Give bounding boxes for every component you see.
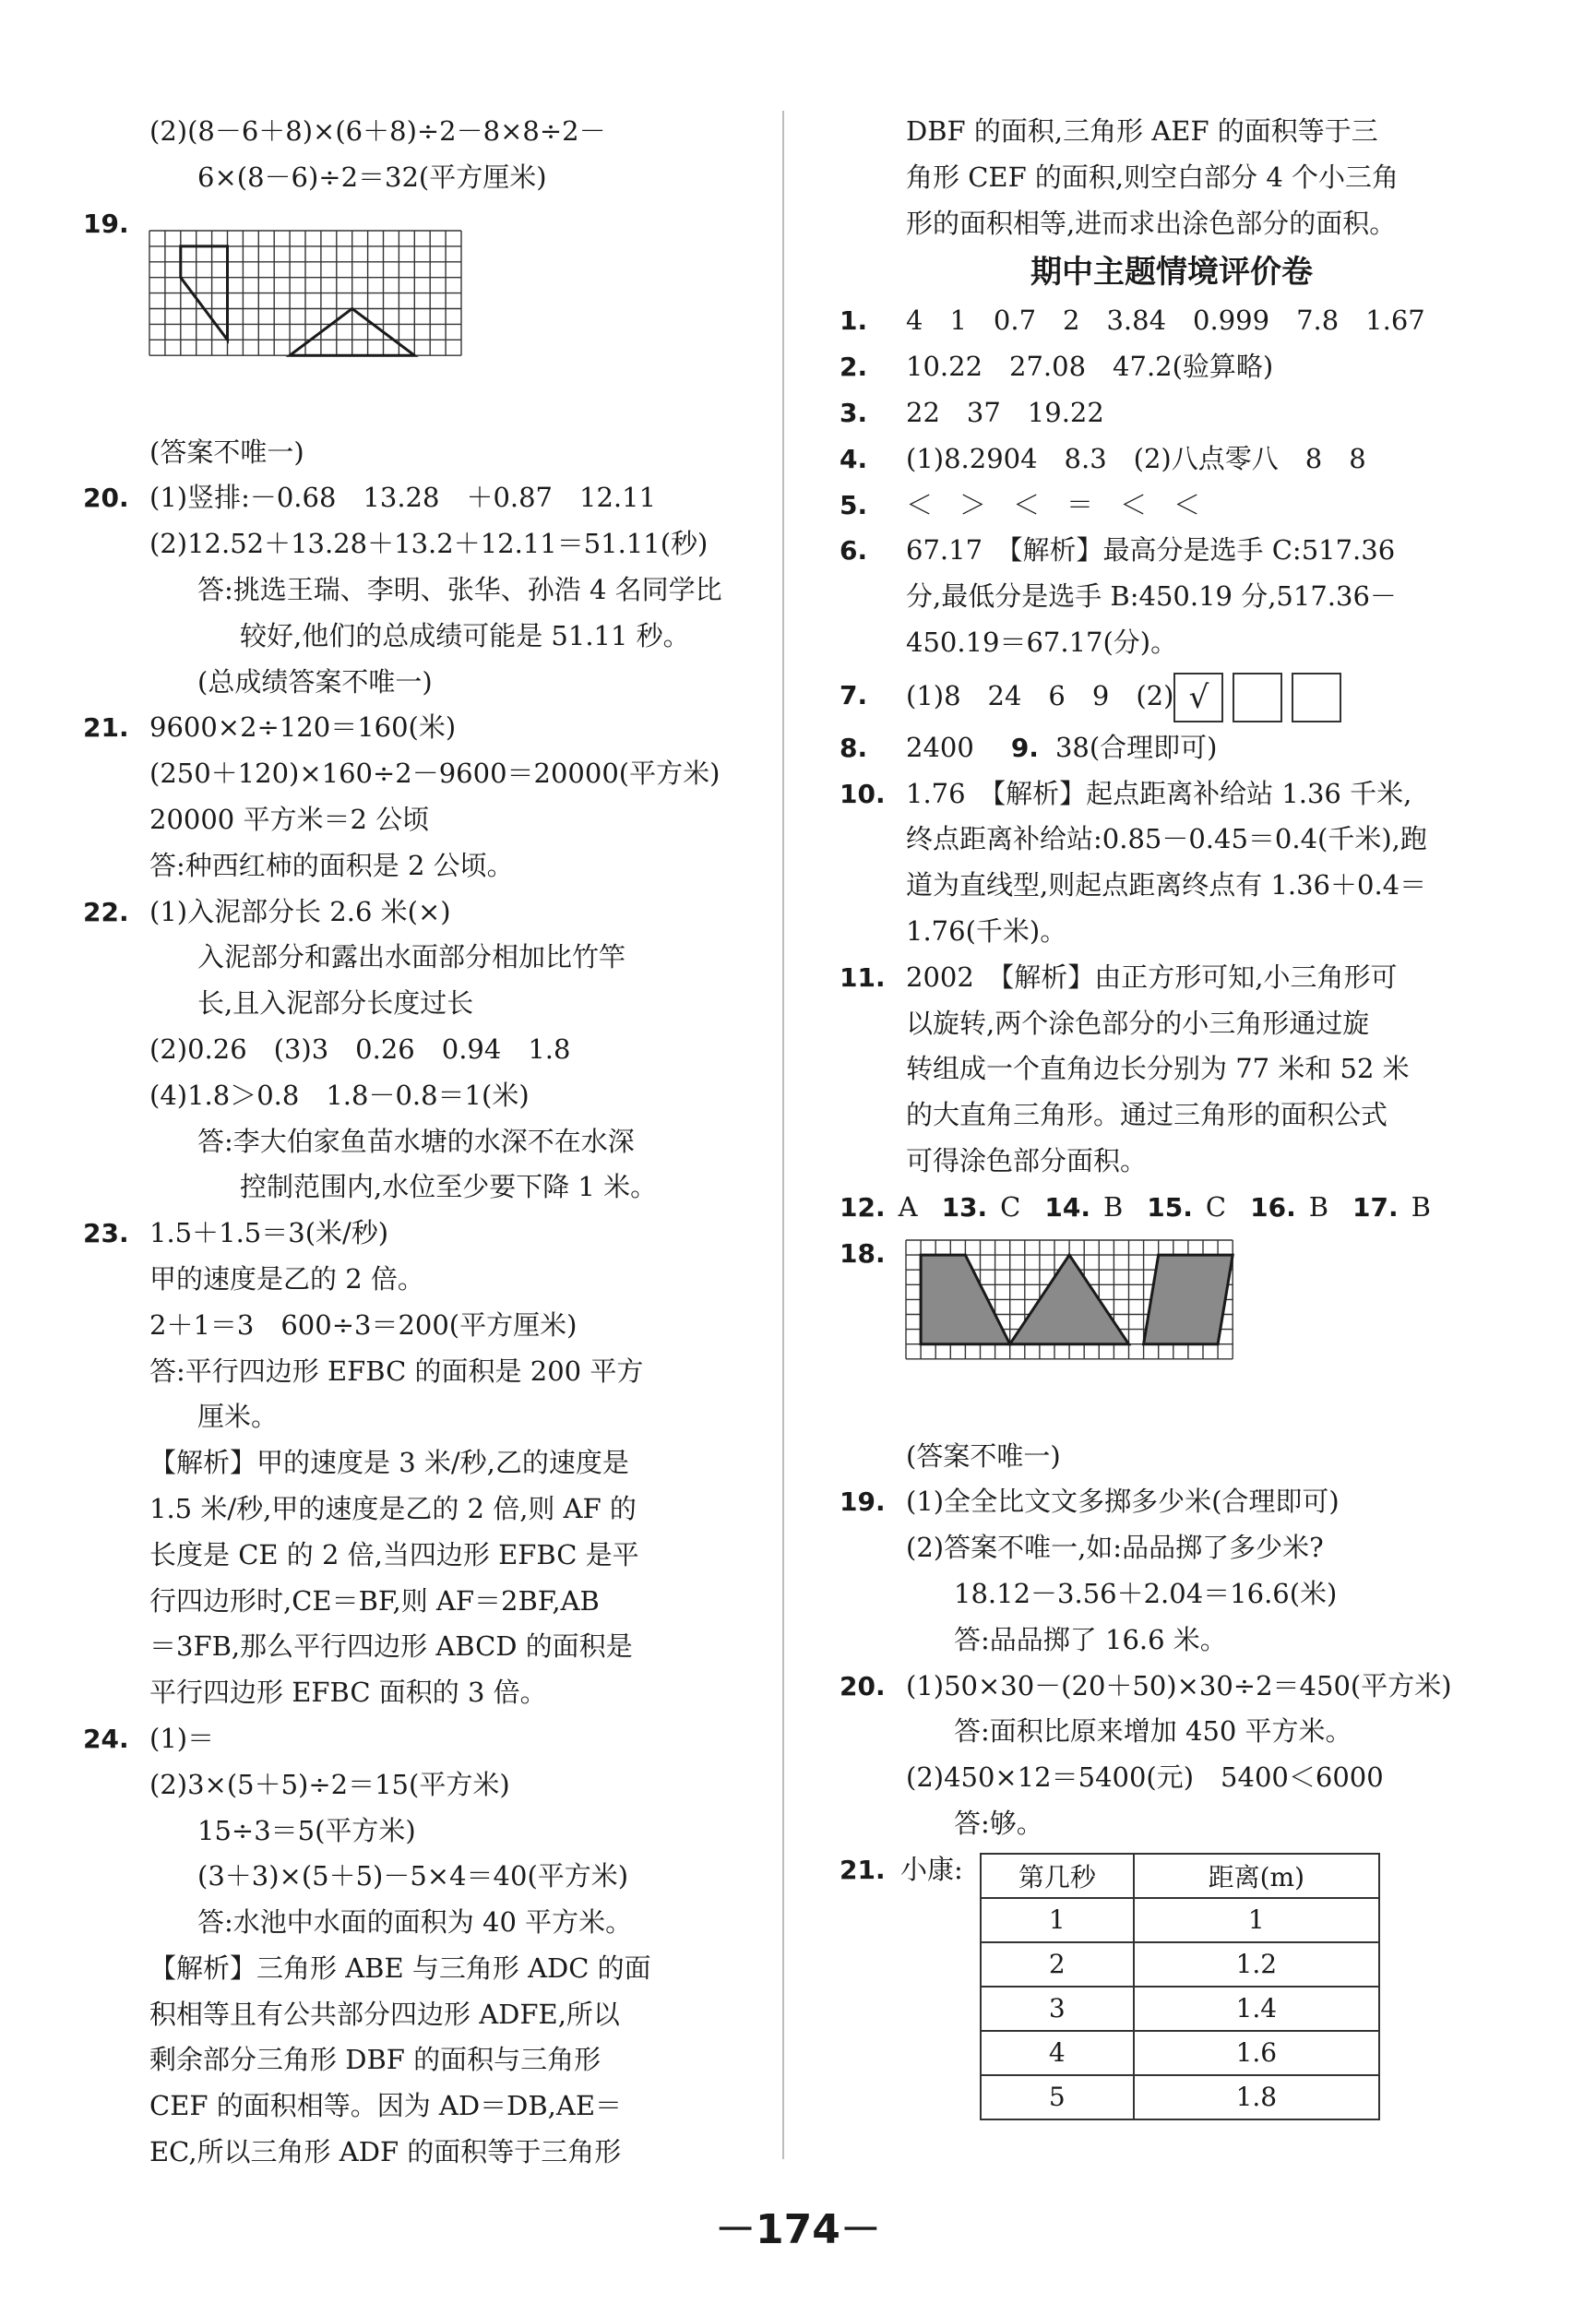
answer-line	[83, 1579, 747, 1625]
question-number: 21.	[840, 1854, 886, 1885]
question-number: 14.	[1044, 1191, 1090, 1223]
question-number: 22.	[83, 896, 129, 927]
answer-text: EC,所以三角形 ADF 的面积等于三角形	[149, 2136, 622, 2168]
answer-text: DBF 的面积,三角形 AEF 的面积等于三	[906, 115, 1378, 147]
answer-line	[83, 935, 747, 981]
question-number: 23.	[83, 1218, 129, 1249]
answer-text: 22 37 19.22	[906, 396, 1104, 428]
answer-text: 4 1 0.7 2 3.84 0.999 7.8 1.67	[906, 304, 1425, 337]
answer-line	[83, 1257, 747, 1303]
answer-line	[83, 1533, 747, 1579]
answer-text: (1)8 24 6 9 (2)	[906, 679, 1174, 711]
question-number: 5.	[840, 489, 868, 520]
question-number: 20.	[83, 483, 129, 514]
table-cell: 5	[981, 2075, 1134, 2119]
answer-checkbox	[1233, 673, 1282, 722]
answer-text: 答:李大伯家鱼苗水塘的水深不在水深	[197, 1125, 635, 1157]
answer-text: 答:种西红柿的面积是 2 公顷。	[149, 849, 514, 881]
answer-line	[83, 843, 747, 889]
figure-row	[83, 201, 747, 430]
table-row	[981, 2075, 1379, 2119]
answer-text: 以旋转,两个涂色部分的小三角形通过旋	[906, 1007, 1370, 1039]
answer-line	[840, 1046, 1504, 1092]
answer-line	[840, 298, 1504, 344]
answer-text: 分,最低分是选手 B:450.19 分,517.36－	[906, 580, 1397, 613]
answer-line	[840, 1092, 1504, 1139]
answer-text: 18.12－3.56＋2.04＝16.6(米)	[954, 1577, 1338, 1609]
answer-line	[840, 574, 1504, 620]
answer-text: (1)8.2904 8.3 (2)八点零八 8 8	[906, 442, 1366, 474]
answer-line	[840, 725, 1504, 771]
answer-text: 厘米。	[197, 1401, 279, 1433]
answer-line	[840, 771, 1504, 818]
answer-line	[840, 528, 1504, 574]
answer-text: (2)答案不唯一,如:品品掷了多少米?	[906, 1532, 1324, 1564]
answer-line	[840, 666, 1504, 725]
table-cell: 1.6	[1134, 2031, 1379, 2075]
answer-line	[840, 1801, 1504, 1847]
answer-text: 转组成一个直角边长分别为 77 米和 52 米	[906, 1053, 1410, 1085]
figure-row	[840, 1231, 1504, 1434]
choice-answer: B	[1308, 1190, 1329, 1223]
answer-line	[840, 1479, 1504, 1525]
answer-line	[840, 1618, 1504, 1664]
answer-line	[83, 1854, 747, 1900]
answer-text: 答:面积比原来增加 450 平方米。	[954, 1715, 1352, 1748]
answer-text: 【解析】三角形 ABE 与三角形 ADC 的面	[149, 1952, 651, 1984]
answer-line	[840, 1001, 1504, 1047]
answer-text: 答:品品掷了 16.6 米。	[954, 1623, 1227, 1655]
answer-text: (答案不唯一)	[906, 1439, 1061, 1472]
choice-answer: B	[1411, 1190, 1431, 1223]
answer-text: (4)1.8＞0.8 1.8－0.8＝1(米)	[149, 1079, 530, 1111]
answer-text: CEF 的面积相等。因为 AD＝DB,AE＝	[149, 2090, 623, 2122]
question-number: 12.	[840, 1191, 886, 1223]
left-column	[83, 109, 747, 2176]
answer-text: 甲的速度是乙的 2 倍。	[149, 1262, 424, 1295]
answer-line	[840, 201, 1504, 247]
answer-text: 2＋1＝3 600÷3＝200(平方厘米)	[149, 1308, 578, 1341]
table-header-row	[981, 1854, 1379, 1898]
answer-text: 450.19＝67.17(分)。	[906, 626, 1178, 658]
answer-line	[840, 1664, 1504, 1710]
right-column	[840, 109, 1504, 2124]
answer-line	[83, 521, 747, 567]
question-number: 9.	[1010, 732, 1039, 763]
column-divider	[782, 111, 784, 2159]
answer-text: (总成绩答案不唯一)	[197, 665, 433, 698]
answer-line	[840, 955, 1504, 1001]
question-number: 16.	[1250, 1191, 1296, 1223]
answer-line	[840, 1525, 1504, 1571]
answer-text: 角形 CEF 的面积,则空白部分 4 个小三角	[906, 161, 1399, 193]
question-number: 4.	[840, 443, 868, 474]
answer-text: 38(合理即可)	[1054, 731, 1218, 763]
multiple-choice-row	[840, 1185, 1504, 1231]
answer-text: 答:水池中水面的面积为 40 平方米。	[197, 1906, 633, 1939]
question-number: 13.	[941, 1191, 988, 1223]
answer-line	[83, 797, 747, 843]
question-number: 7.	[840, 679, 868, 710]
answer-line	[840, 1434, 1504, 1480]
table-row	[981, 1942, 1379, 1987]
answer-line	[83, 1394, 747, 1440]
question-number: 24.	[83, 1723, 129, 1754]
answer-line	[840, 390, 1504, 436]
answer-text: 2400	[906, 731, 974, 763]
answer-line	[840, 620, 1504, 666]
answer-line	[83, 1027, 747, 1073]
page-number: －174－	[715, 2206, 881, 2253]
answer-line	[83, 1900, 747, 1946]
answer-text: 20000 平方米＝2 公顷	[149, 803, 430, 835]
answer-text: 控制范围内,水位至少要下降 1 米。	[240, 1171, 658, 1203]
answer-line	[83, 1762, 747, 1809]
answer-line	[83, 2037, 747, 2083]
answer-line	[840, 817, 1504, 863]
answer-text: 剩余部分三角形 DBF 的面积与三角形	[149, 2044, 601, 2076]
table-header-cell: 第几秒	[981, 1854, 1134, 1898]
question-number: 20.	[840, 1670, 886, 1701]
answer-line	[83, 1349, 747, 1395]
answer-text: 行四边形时,CE＝BF,则 AF＝2BF,AB	[149, 1584, 600, 1617]
answer-line	[83, 705, 747, 751]
table-row	[981, 1987, 1379, 2031]
question-number: 3.	[840, 397, 868, 428]
table-cell: 1	[1134, 1898, 1379, 1942]
answer-text: 积相等且有公共部分四边形 ADFE,所以	[149, 1998, 620, 2030]
answer-line	[83, 1716, 747, 1762]
answer-text: 1.76(千米)。	[906, 914, 1067, 947]
question-number: 11.	[840, 961, 886, 993]
table-cell: 2	[981, 1942, 1134, 1987]
figure-row	[840, 1847, 1504, 2124]
answer-text: 2002 【解析】由正方形可知,小三角形可	[906, 961, 1398, 993]
section-heading: 期中主题情境评价卷	[1030, 254, 1313, 292]
answer-line	[83, 1624, 747, 1670]
answer-line	[840, 436, 1504, 483]
question-number: 1.	[840, 305, 868, 337]
answer-line	[840, 1709, 1504, 1755]
answer-line	[840, 155, 1504, 201]
answer-line	[840, 1571, 1504, 1618]
answer-line	[83, 2130, 747, 2176]
answer-text: (1)全全比文文多掷多少米(合理即可)	[906, 1486, 1340, 1518]
question-number: 21.	[83, 712, 129, 744]
answer-text: 15÷3＝5(平方米)	[197, 1814, 416, 1846]
answer-line	[840, 483, 1504, 529]
answer-text: 的大直角三角形。通过三角形的面积公式	[906, 1099, 1388, 1131]
answer-text: 67.17 【解析】最高分是选手 C:517.36	[906, 534, 1396, 567]
answer-line	[83, 1992, 747, 2038]
question-number: 10.	[840, 778, 886, 809]
answer-checkbox	[1292, 673, 1341, 722]
answer-text: 【解析】甲的速度是 3 米/秒,乙的速度是	[149, 1447, 629, 1479]
answer-line	[840, 1139, 1504, 1185]
question-number: 17.	[1352, 1191, 1399, 1223]
answer-line	[83, 1211, 747, 1257]
answer-line	[83, 1164, 747, 1211]
answer-line	[840, 909, 1504, 955]
table-cell: 1	[981, 1898, 1134, 1942]
answer-text: 1.76 【解析】起点距离补给站 1.36 千米,	[906, 777, 1412, 809]
answer-line	[83, 1809, 747, 1855]
choice-answer: C	[1000, 1190, 1021, 1223]
answer-text: (2)0.26 (3)3 0.26 0.94 1.8	[149, 1033, 571, 1065]
answer-text: 6×(8－6)÷2＝32(平方厘米)	[197, 161, 547, 193]
answer-line	[83, 1946, 747, 1992]
answer-line	[83, 660, 747, 706]
question-number: 8.	[840, 732, 868, 763]
grid-figure-q18	[840, 1231, 1238, 1365]
answer-text: 9600×2÷120＝160(米)	[149, 711, 457, 744]
answer-text: 长,且入泥部分长度过长	[197, 987, 474, 1020]
answer-text: (1)＝	[149, 1722, 215, 1754]
answer-line	[83, 1119, 747, 1165]
table-cell: 1.2	[1134, 1942, 1379, 1987]
table-label: 小康:	[900, 1853, 963, 1885]
answer-line	[83, 2083, 747, 2130]
answer-text: (1)入泥部分长 2.6 米(×)	[149, 895, 451, 927]
answer-line	[83, 981, 747, 1027]
question-number: 19.	[83, 208, 129, 239]
question-number: 15.	[1147, 1191, 1193, 1223]
answer-text: ＝3FB,那么平行四边形 ABCD 的面积是	[149, 1630, 633, 1663]
answer-checkbox: √	[1173, 673, 1223, 722]
answer-line	[840, 1755, 1504, 1801]
answer-text: 答:挑选王瑞、李明、张华、孙浩 4 名同学比	[197, 573, 722, 605]
question-number: 6.	[840, 535, 868, 567]
answer-line	[840, 344, 1504, 390]
table-cell: 1.4	[1134, 1987, 1379, 2031]
answer-line	[840, 863, 1504, 909]
answer-text: 答:够。	[954, 1807, 1043, 1839]
answer-text: 1.5 米/秒,甲的速度是乙的 2 倍,则 AF 的	[149, 1492, 637, 1524]
answer-text: 10.22 27.08 47.2(验算略)	[906, 351, 1274, 383]
choice-answer: C	[1205, 1190, 1227, 1223]
answer-text: 道为直线型,则起点距离终点有 1.36＋0.4＝	[906, 869, 1427, 901]
answer-text: 可得涂色部分面积。	[906, 1144, 1148, 1176]
answer-line	[83, 430, 747, 476]
answer-text: 1.5＋1.5＝3(米/秒)	[149, 1217, 389, 1249]
answer-text: 形的面积相等,进而求出涂色部分的面积。	[906, 207, 1397, 239]
table-row	[981, 2031, 1379, 2075]
answer-line	[840, 109, 1504, 155]
answer-line	[83, 614, 747, 660]
answer-line	[83, 1073, 747, 1119]
parallelogram-shaded	[1144, 1255, 1233, 1344]
answer-line	[83, 1670, 747, 1716]
answer-line	[83, 889, 747, 936]
table-cell: 1.8	[1134, 2075, 1379, 2119]
answer-text: 入泥部分和露出水面部分相加比竹竿	[197, 941, 626, 973]
answer-text: (1)竖排:－0.68 13.28 ＋0.87 12.11	[149, 482, 657, 514]
table-cell: 4	[981, 2031, 1134, 2075]
answer-text: 平行四边形 EFBC 面积的 3 倍。	[149, 1677, 547, 1709]
answer-line	[83, 567, 747, 614]
answer-text: 较好,他们的总成绩可能是 51.11 秒。	[240, 619, 690, 651]
answer-line	[83, 109, 747, 155]
answer-text: ＜ ＞ ＜ ＝ ＜ ＜	[906, 488, 1201, 520]
answer-line	[83, 1440, 747, 1486]
answer-text: (2)(8－6＋8)×(6＋8)÷2－8×8÷2－	[149, 115, 606, 147]
table-header-cell: 距离(m)	[1134, 1854, 1379, 1898]
answer-text: (2)12.52＋13.28＋13.2＋12.11＝51.11(秒)	[149, 528, 709, 560]
table-row	[981, 1898, 1379, 1942]
answer-line	[83, 155, 747, 201]
answer-text: (答案不唯一)	[149, 436, 304, 468]
question-number: 19.	[840, 1486, 886, 1518]
answer-text: 终点距离补给站:0.85－0.45＝0.4(千米),跑	[906, 823, 1427, 855]
answer-text: (250＋120)×160÷2－9600＝20000(平方米)	[149, 758, 721, 790]
answer-line	[83, 751, 747, 797]
grid-figure-q19	[83, 201, 467, 361]
question-number: 18.	[840, 1237, 886, 1269]
answer-text: (2)3×(5＋5)÷2＝15(平方米)	[149, 1768, 510, 1800]
answer-text: (1)50×30－(20＋50)×30÷2＝450(平方米)	[906, 1669, 1452, 1701]
choice-answer: B	[1102, 1190, 1124, 1223]
question-number: 2.	[840, 352, 868, 383]
answer-text: 答:平行四边形 EFBC 的面积是 200 平方	[149, 1355, 644, 1387]
choice-answer: A	[898, 1190, 918, 1223]
answer-line	[83, 1303, 747, 1349]
answer-text: (3＋3)×(5＋5)－5×4＝40(平方米)	[197, 1860, 629, 1892]
answer-line	[83, 1486, 747, 1533]
answer-text: (2)450×12＝5400(元) 5400＜6000	[906, 1761, 1384, 1794]
answer-line	[83, 475, 747, 521]
answer-text: 长度是 CE 的 2 倍,当四边形 EFBC 是平	[149, 1538, 639, 1570]
table-cell: 3	[981, 1987, 1134, 2031]
distance-table	[980, 1853, 1380, 2120]
